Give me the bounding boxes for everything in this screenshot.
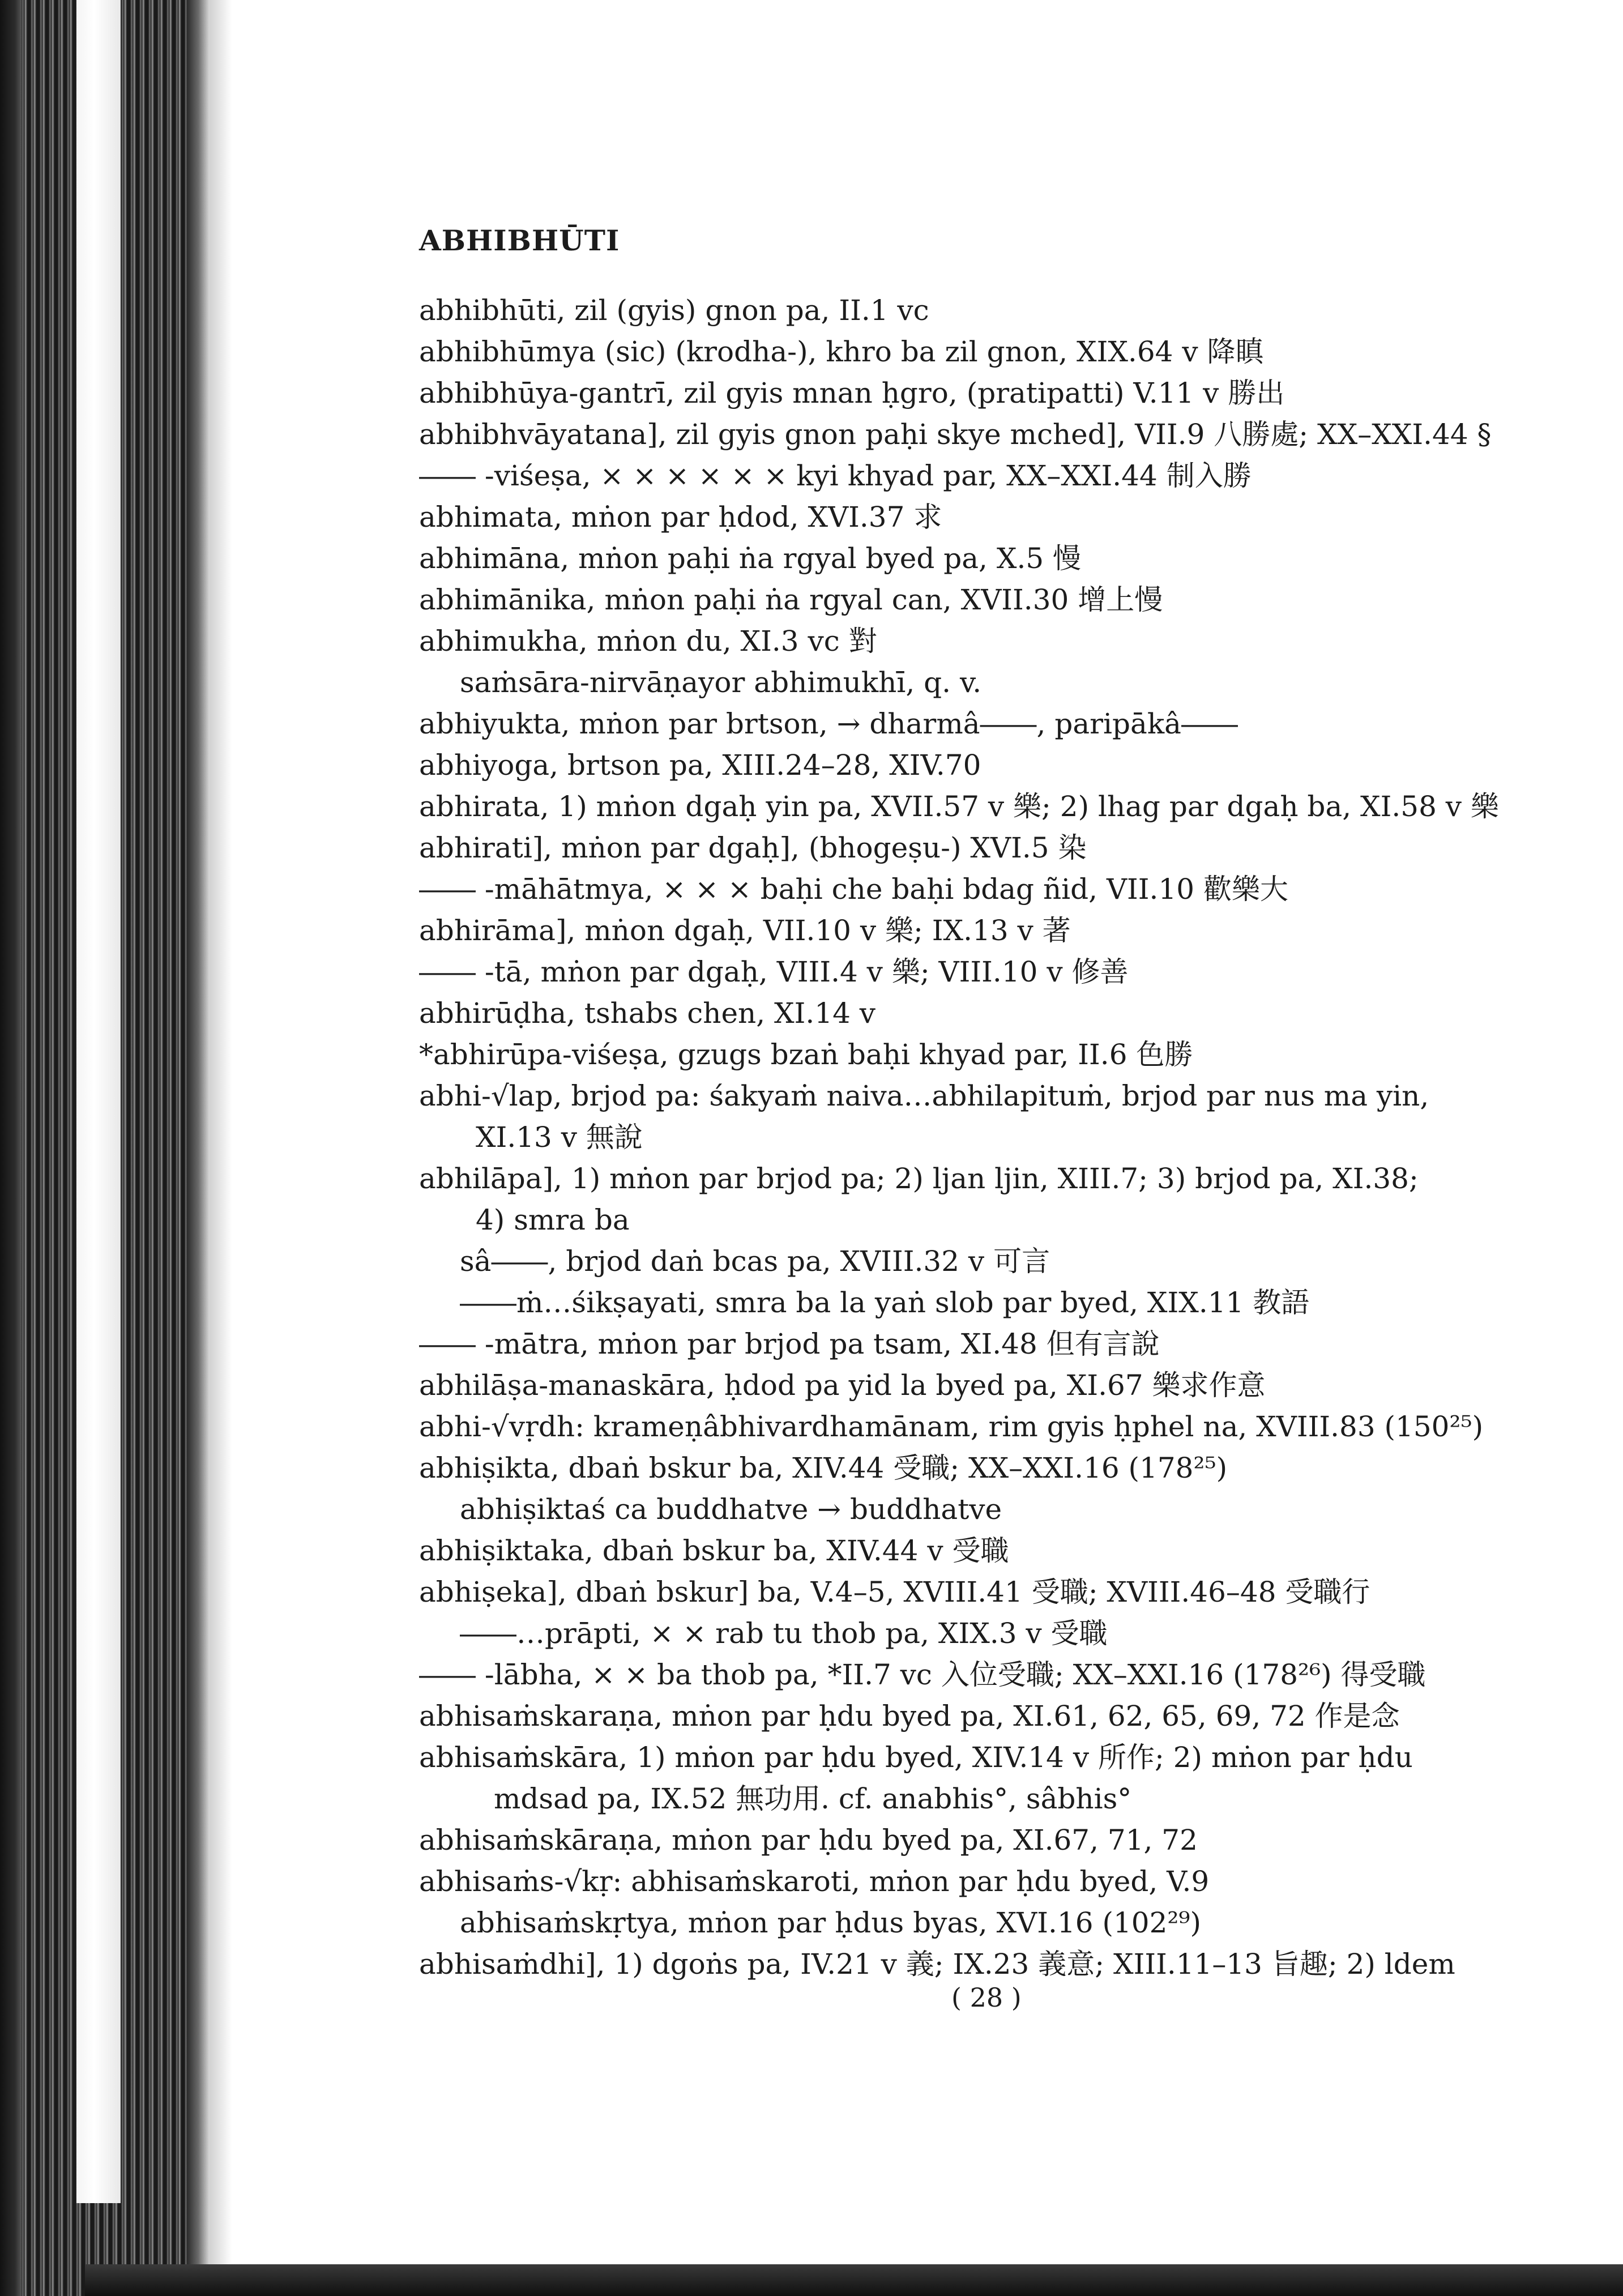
dictionary-entry: abhilāṣa-manaskāra, ḥdod pa yid la byed pa, XI.67 樂求作意 [419,1369,1266,1402]
dictionary-entry: abhisaṁskāra, 1) mṅon par ḥdu byed, XIV.14 v 所作; 2) mṅon par ḥdu [419,1741,1413,1774]
dictionary-entry: abhibhūmya (sic) (krodha-), khro ba zil gnon, XIX.64 v 降瞋 [419,335,1264,368]
dictionary-entry: abhirāma], mṅon dgaḥ, VII.10 v 樂; IX.13 v 著 [419,914,1071,947]
dictionary-entry: abhiṣiktaś ca buddhatve → buddhatve [460,1493,1002,1526]
dictionary-entry: abhirati], mṅon par dgaḥ], (bhogeṣu-) XVI.5 染 [419,831,1087,864]
dictionary-entry: ――ṁ…śikṣayati, smra ba la yaṅ slob par byed, XIX.11 教語 [460,1286,1310,1319]
scan-bottom-edge [85,2264,1623,2296]
dictionary-entry: 4) smra ba [476,1204,630,1236]
spine-shadow [0,0,22,2296]
dictionary-entry: abhibhvāyatana], zil gyis gnon paḥi skye mched], VII.9 八勝處; XX–XXI.44 § [419,418,1492,451]
dictionary-entry: abhirūḍha, tshabs chen, XI.14 v [419,997,876,1030]
dictionary-entry: abhiṣiktaka, dbaṅ bskur ba, XIV.44 v 受職 [419,1534,1009,1567]
dictionary-entry: abhiṣeka], dbaṅ bskur] ba, V.4–5, XVIII.41 受職; XVIII.46–48 受職行 [419,1576,1370,1608]
dictionary-entry: ―― -lābha, × × ba thob pa, *II.7 vc 入位受職; XX–XXI.16 (178²⁶) 得受職 [419,1658,1426,1691]
dictionary-entry: abhisaṁskṛtya, mṅon par ḥdus byas, XVI.16 (102²⁹) [460,1906,1201,1939]
entry-list [419,290,1557,1985]
page-stack-edge [76,0,121,2203]
page-fold [187,0,210,2296]
dictionary-entry: abhimānika, mṅon paḥi ṅa rgyal can, XVII.30 增上慢 [419,583,1163,616]
dictionary-entry: ―― -tā, mṅon par dgaḥ, VIII.4 v 樂; VIII.10 v 修善 [419,955,1129,988]
dictionary-entry: abhi-√vṛdh: krameṇâbhivardhamānam, rim gyis ḥphel na, XVIII.83 (150²⁵) [419,1410,1484,1443]
dictionary-entry: abhimāna, mṅon paḥi ṅa rgyal byed pa, X.5 慢 [419,542,1082,575]
dictionary-entry: saṁsāra-nirvāṇayor abhimukhī, q. v. [460,666,982,699]
dictionary-entry: sâ――, brjod daṅ bcas pa, XVIII.32 v 可言 [460,1245,1050,1278]
dictionary-entry: abhisaṁskaraṇa, mṅon par ḥdu byed pa, XI.61, 62, 65, 69, 72 作是念 [419,1700,1400,1732]
dictionary-entry: abhiyukta, mṅon par brtson, → dharmâ――, paripākâ―― [419,707,1238,740]
dictionary-entry: abhisaṁskāraṇa, mṅon par ḥdu byed pa, XI.67, 71, 72 [419,1824,1198,1857]
dictionary-entry: XI.13 v 無說 [476,1121,643,1154]
dictionary-page [419,224,1557,1985]
dictionary-entry: ―― -māhātmya, × × × baḥi che baḥi bdag ñid, VII.10 歡樂大 [419,873,1288,906]
dictionary-entry: ――…prāpti, × × rab tu thob pa, XIX.3 v 受職 [460,1617,1108,1650]
dictionary-entry: abhiyoga, brtson pa, XIII.24–28, XIV.70 [419,749,981,782]
running-head: ABHIBHŪTI [419,224,620,257]
dictionary-entry: abhimukha, mṅon du, XI.3 vc 對 [419,625,877,658]
dictionary-entry: mdsad pa, IX.52 無功用. cf. anabhis°, sâbhis° [494,1782,1132,1815]
dictionary-entry: abhisaṁdhi], 1) dgoṅs pa, IV.21 v 義; IX.23 義意; XIII.11–13 旨趣; 2) ldem [419,1948,1455,1981]
dictionary-entry: abhisaṁs-√kṛ: abhisaṁskaroti, mṅon par ḥdu byed, V.9 [419,1865,1210,1898]
dictionary-entry: *abhirūpa-viśeṣa, gzugs bzaṅ baḥi khyad par, II.6 色勝 [419,1038,1193,1071]
dictionary-entry: ―― -viśeṣa, × × × × × × kyi khyad par, XX–XXI.44 制入勝 [419,459,1252,492]
dictionary-entry: abhibhūti, zil (gyis) gnon pa, II.1 vc [419,294,929,327]
page-number: ( 28 ) [951,1982,1022,2013]
dictionary-entry: abhi-√lap, brjod pa: śakyaṁ naiva…abhilapituṁ, brjod par nus ma yin, [419,1079,1429,1112]
dictionary-entry: abhimata, mṅon par ḥdod, XVI.37 求 [419,501,942,534]
dictionary-entry: abhiṣikta, dbaṅ bskur ba, XIV.44 受職; XX–XXI.16 (178²⁵) [419,1452,1228,1484]
dictionary-entry: ―― -mātra, mṅon par brjod pa tsam, XI.48 但有言說 [419,1328,1160,1360]
dictionary-entry: abhirata, 1) mṅon dgaḥ yin pa, XVII.57 v 樂; 2) lhag par dgaḥ ba, XI.58 v 樂 [419,790,1499,823]
gutter-shadow [210,0,232,2264]
dictionary-entry: abhilāpa], 1) mṅon par brjod pa; 2) ljan ljin, XIII.7; 3) brjod pa, XI.38; [419,1162,1419,1195]
dictionary-entry: abhibhūya-gantrī, zil gyis mnan ḥgro, (pratipatti) V.11 v 勝出 [419,377,1285,409]
